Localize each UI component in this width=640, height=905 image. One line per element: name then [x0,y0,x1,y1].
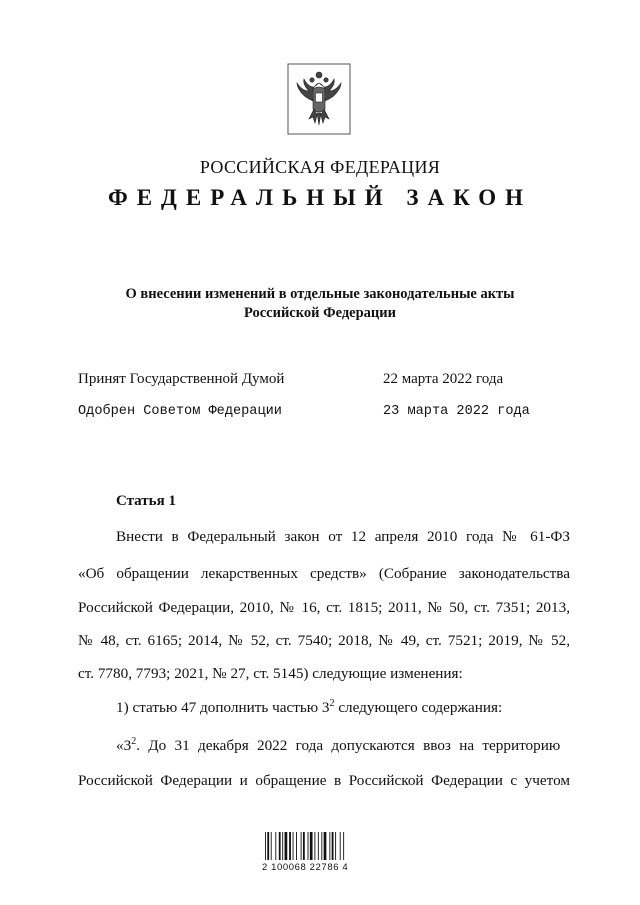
law-title-line-1: О внесении изменений в отдельные законодательные акты [125,286,515,302]
paragraph-line: Внести в Федеральный закон от 12 апреля 2010 года № 61-ФЗ [116,528,570,545]
country-name: РОССИЙСКАЯ ФЕДЕРАЦИЯ [199,157,441,177]
council-approval-date: 23 марта 2022 года [383,404,530,419]
amendment-item-1 [116,699,570,717]
law-title-line-2: Российской Федерации [243,305,396,321]
paragraph-line: Российской Федерации, 2010, № 16, ст. 1815; 2011, № 50, ст. 7351; 2013, [78,599,570,616]
paragraph-line: «Об обращении лекарственных средств» (Собрание законодательства [78,565,570,582]
superscript: 2 [131,735,137,747]
amendment-text-line [116,737,570,755]
article-heading: Статья 1 [116,493,176,509]
duma-adoption-date: 22 марта 2022 года [383,371,504,387]
coat-of-arms-emblem [287,63,351,135]
law-title [0,285,640,323]
text-fragment: . До 31 декабря 2022 года допускаются ввоз на территорию [136,737,561,754]
paragraph-line: Российской Федерации и обращение в Российской Федерации с учетом [78,772,570,789]
paragraph-line: ст. 7780, 7793; 2021, № 27, ст. 5145) следующие изменения: [78,665,463,682]
paragraph-line: № 48, ст. 6165; 2014, № 52, ст. 7540; 2018, № 49, ст. 7521; 2019, № 52, [78,632,570,649]
text-fragment: 1) статью 47 дополнить частью 3 [116,699,330,716]
text-fragment: «3 [116,737,132,754]
text-fragment: следующего содержания: [334,699,503,716]
duma-adoption-label: Принят Государственной Думой [78,371,285,387]
barcode-number: 2 100068 22786 4 [262,862,349,873]
council-approval-label: Одобрен Советом Федерации [78,404,282,419]
document-type: ФЕДЕРАЛЬНЫЙ ЗАКОН [107,185,533,210]
superscript: 2 [329,697,335,709]
